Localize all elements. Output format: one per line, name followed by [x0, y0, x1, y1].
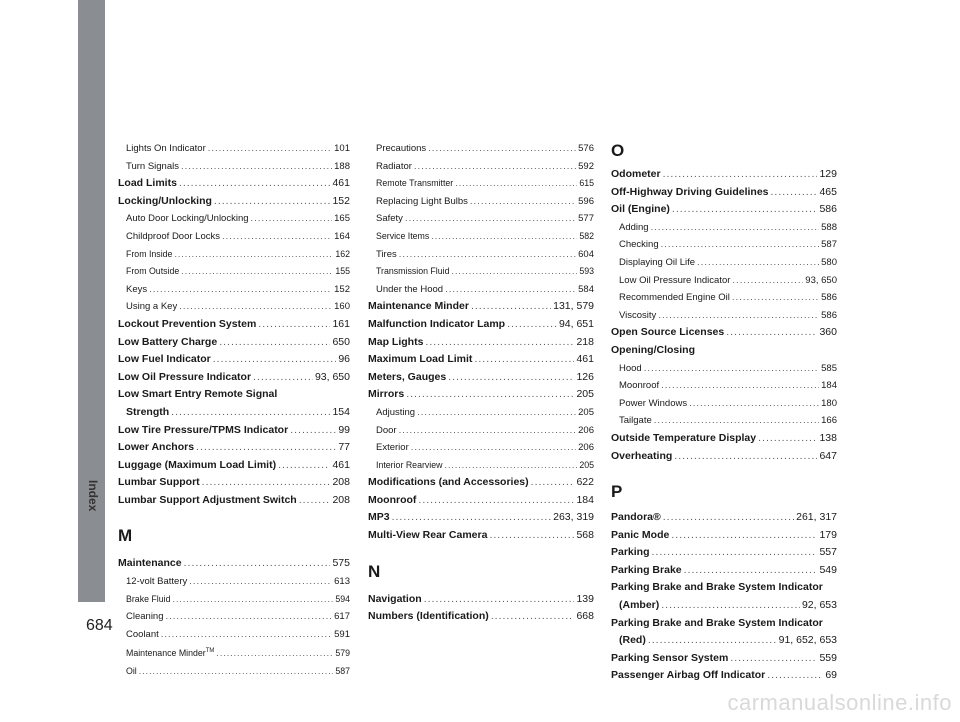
index-entry: Outside Temperature Display ..... 138 [611, 430, 837, 448]
index-entry: MP3 ..... 263, 319 [368, 509, 594, 527]
section-letter: P [611, 482, 623, 502]
index-entry: Numbers (Identification) ..... 668 [368, 608, 594, 626]
index-entry: Open Source Licenses ..... 360 [611, 324, 837, 342]
index-entry: Modifications (and Accessories) ..... 622 [368, 474, 594, 492]
index-entry: Navigation ..... 139 [368, 591, 594, 609]
index-entry: Moonroof ..... 184 [368, 492, 594, 510]
index-subentry: Cleaning ..... 617 [118, 608, 350, 626]
index-subentry: Interior Rearview ..... 205 [368, 457, 594, 475]
index-entry: Malfunction Indicator Lamp ..... 94, 651 [368, 316, 594, 334]
index-entry: Panic Mode ..... 179 [611, 527, 837, 545]
index-subentry: Keys ..... 152 [118, 281, 350, 299]
index-entry: Lower Anchors ..... 77 [118, 439, 350, 457]
index-entry: Oil (Engine) ..... 586 [611, 201, 837, 219]
index-entry: Maintenance Minder ..... 131, 579 [368, 298, 594, 316]
index-subentry: Auto Door Locking/Unlocking ..... 165 [118, 210, 350, 228]
index-entry: Maintenance ..... 575 [118, 555, 350, 573]
side-tab-label: Index [86, 480, 100, 512]
section-letter: N [368, 561, 381, 581]
index-entry: Parking ..... 557 [611, 544, 837, 562]
index-subentry: Oil ..... 587 [118, 663, 350, 681]
index-subentry: Exterior ..... 206 [368, 439, 594, 457]
index-subentry: Safety ..... 577 [368, 210, 594, 228]
section-letter: M [118, 526, 133, 546]
index-subentry: Precautions ..... 576 [368, 140, 594, 158]
index-column-3 [611, 140, 837, 685]
index-subentry: 12-volt Battery ..... 613 [118, 573, 350, 591]
index-subentry: Displaying Oil Life ..... 580 [611, 254, 837, 272]
index-subentry: Door ..... 206 [368, 422, 594, 440]
section-letter: O [611, 141, 625, 160]
index-subentry: Under the Hood ..... 584 [368, 281, 594, 299]
index-entry-heading: Parking Brake and Brake System Indicator [611, 616, 823, 629]
index-entry: Lumbar Support Adjustment Switch ..... 208 [118, 492, 350, 510]
index-subentry: Power Windows ..... 180 [611, 395, 837, 413]
index-entry-heading: Low Smart Entry Remote Signal [118, 388, 278, 401]
index-subentry: Brake Fluid ..... 594 [118, 591, 350, 609]
index-entry-heading: Opening/Closing [611, 343, 695, 356]
index-entry: Multi-View Rear Camera ..... 568 [368, 527, 594, 545]
index-subentry: Checking ..... 587 [611, 236, 837, 254]
index-entry: Luggage (Maximum Load Limit) ..... 461 [118, 457, 350, 475]
index-subentry: Recommended Engine Oil ..... 586 [611, 289, 837, 307]
index-entry: (Amber) ..... 92, 653 [611, 597, 837, 615]
index-subentry: Remote Transmitter ..... 615 [368, 175, 594, 193]
index-entry: Low Fuel Indicator ..... 96 [118, 351, 350, 369]
index-subentry: Hood ..... 585 [611, 360, 837, 378]
index-entry: Lockout Prevention System ..... 161 [118, 316, 350, 334]
index-entry: (Red) ..... 91, 652, 653 [611, 632, 837, 650]
index-entry: Maximum Load Limit ..... 461 [368, 351, 594, 369]
index-entry: Locking/Unlocking ..... 152 [118, 193, 350, 211]
index-subentry: Radiator ..... 592 [368, 158, 594, 176]
index-entry: Strength ..... 154 [118, 404, 350, 422]
index-subentry: Adjusting ..... 205 [368, 404, 594, 422]
index-entry: Parking Sensor System ..... 559 [611, 650, 837, 668]
index-subentry: Transmission Fluid ..... 593 [368, 263, 594, 281]
index-subentry: Coolant ..... 591 [118, 626, 350, 644]
index-subentry: Viscosity ..... 586 [611, 307, 837, 325]
index-subentry: Lights On Indicator ..... 101 [118, 140, 350, 158]
index-subentry: Low Oil Pressure Indicator ..... 93, 650 [611, 272, 837, 290]
index-entry: Low Tire Pressure/TPMS Indicator ..... 99 [118, 422, 350, 440]
index-entry: Low Oil Pressure Indicator ..... 93, 650 [118, 369, 350, 387]
index-entry: Passenger Airbag Off Indicator ..... 69 [611, 667, 837, 685]
index-subentry: Maintenance Minder™ ..... 579 [118, 643, 350, 663]
page-number: 684 [86, 617, 113, 634]
index-subentry: Tailgate ..... 166 [611, 412, 837, 430]
index-entry: Off-Highway Driving Guidelines ..... 465 [611, 184, 837, 202]
index-side-tab [78, 0, 105, 602]
index-column-2 [368, 140, 594, 626]
index-entry: Mirrors ..... 205 [368, 386, 594, 404]
index-entry-heading: Parking Brake and Brake System Indicator [611, 581, 823, 594]
index-subentry: Tires ..... 604 [368, 246, 594, 264]
index-entry: Overheating ..... 647 [611, 448, 837, 466]
index-subentry: Service Items ..... 582 [368, 228, 594, 246]
index-subentry: From Inside ..... 162 [118, 246, 350, 264]
watermark: carmanualsonline.info [727, 690, 952, 715]
index-entry: Parking Brake ..... 549 [611, 562, 837, 580]
index-entry: Lumbar Support ..... 208 [118, 474, 350, 492]
index-subentry: Turn Signals ..... 188 [118, 158, 350, 176]
index-subentry: Moonroof ..... 184 [611, 377, 837, 395]
index-entry: Pandora® ..... 261, 317 [611, 509, 837, 527]
index-entry: Load Limits ..... 461 [118, 175, 350, 193]
index-subentry: Adding ..... 588 [611, 219, 837, 237]
index-entry: Low Battery Charge ..... 650 [118, 334, 350, 352]
index-subentry: Childproof Door Locks ..... 164 [118, 228, 350, 246]
lights-group [118, 140, 350, 175]
index-entry: Odometer ..... 129 [611, 166, 837, 184]
index-entry: Meters, Gauges ..... 126 [368, 369, 594, 387]
index-column-1 [118, 140, 350, 681]
index-subentry: Using a Key ..... 160 [118, 298, 350, 316]
index-entry: Map Lights ..... 218 [368, 334, 594, 352]
index-subentry: Replacing Light Bulbs ..... 596 [368, 193, 594, 211]
index-subentry: From Outside ..... 155 [118, 263, 350, 281]
